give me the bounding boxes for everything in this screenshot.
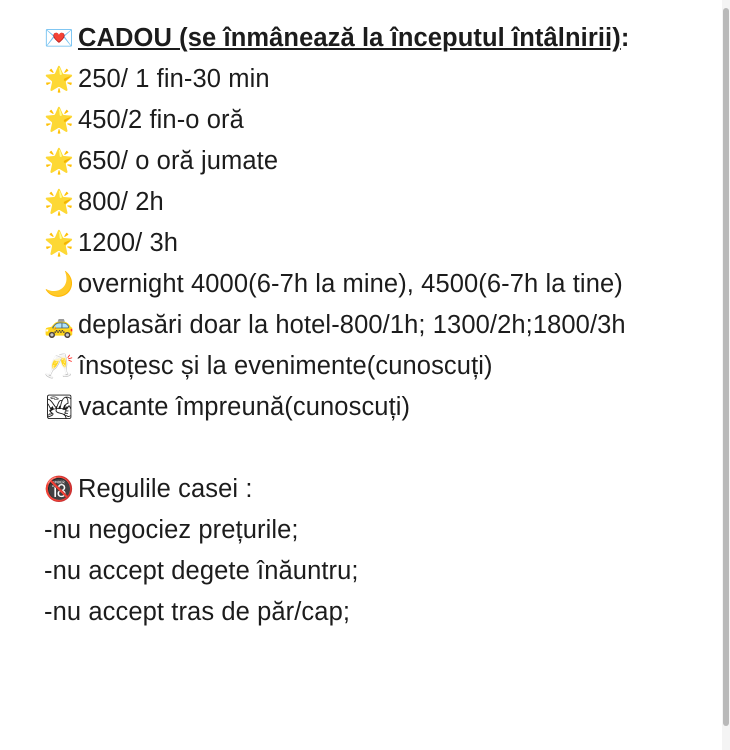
price-450-line: [44, 100, 700, 141]
house-rules-heading-line: [44, 469, 700, 510]
national-park-icon: 🏞: [44, 394, 75, 421]
glowing-star-icon: 🌟: [44, 148, 74, 175]
price-800-text: 800/ 2h: [77, 188, 164, 216]
rule-1-text: -nu negociez prețurile;: [44, 516, 299, 544]
glowing-star-icon: 🌟: [44, 189, 74, 216]
crescent-moon-icon: 🌙: [44, 271, 74, 298]
overnight-text: overnight 4000(6-7h la mine), 4500(6-7h la tine): [77, 270, 623, 298]
price-250-text: 250/ 1 fin-30 min: [77, 65, 270, 93]
price-450-text: 450/2 fin-o oră: [77, 106, 244, 134]
events-line: [44, 346, 700, 387]
price-1200-line: [44, 223, 700, 264]
vertical-scrollbar-track[interactable]: [722, 0, 730, 750]
gift-heading-line: [44, 18, 700, 59]
holidays-line: [44, 387, 700, 428]
glowing-star-icon: 🌟: [44, 107, 74, 134]
glowing-star-icon: 🌟: [44, 230, 74, 257]
blank-line: [44, 428, 700, 469]
rule-2-text: -nu accept degete înăuntru;: [44, 557, 359, 585]
price-1200-text: 1200/ 3h: [77, 229, 179, 257]
house-rules-heading-text: Regulile casei :: [77, 475, 253, 503]
price-650-line: [44, 141, 700, 182]
vertical-scrollbar-thumb[interactable]: [723, 8, 729, 726]
clinking-glasses-icon: 🥂: [44, 353, 74, 380]
rule-3-line: [44, 592, 700, 633]
glowing-star-icon: 🌟: [44, 66, 74, 93]
gift-heading-suffix: :: [620, 24, 630, 52]
price-800-line: [44, 182, 700, 223]
rule-2-line: [44, 551, 700, 592]
travel-line: [44, 305, 700, 346]
holidays-text: vacante împreună(cunoscuți): [78, 393, 411, 421]
price-650-text: 650/ o oră jumate: [77, 147, 279, 175]
love-letter-emoji: 💌: [44, 25, 74, 52]
travel-text: deplasări doar la hotel-800/1h; 1300/2h;1800/3h: [77, 311, 626, 339]
taxi-icon: 🚕: [44, 312, 74, 339]
events-text: însoțesc și la evenimente(cunoscuți): [77, 352, 493, 380]
overnight-line: [44, 264, 700, 305]
price-250-line: [44, 59, 700, 100]
no-one-under-eighteen-icon: 🔞: [44, 476, 74, 503]
gift-heading-text: CADOU (se înmânează la începutul întâlnirii): [77, 24, 621, 52]
rule-3-text: -nu accept tras de păr/cap;: [44, 598, 351, 626]
rule-1-line: [44, 510, 700, 551]
